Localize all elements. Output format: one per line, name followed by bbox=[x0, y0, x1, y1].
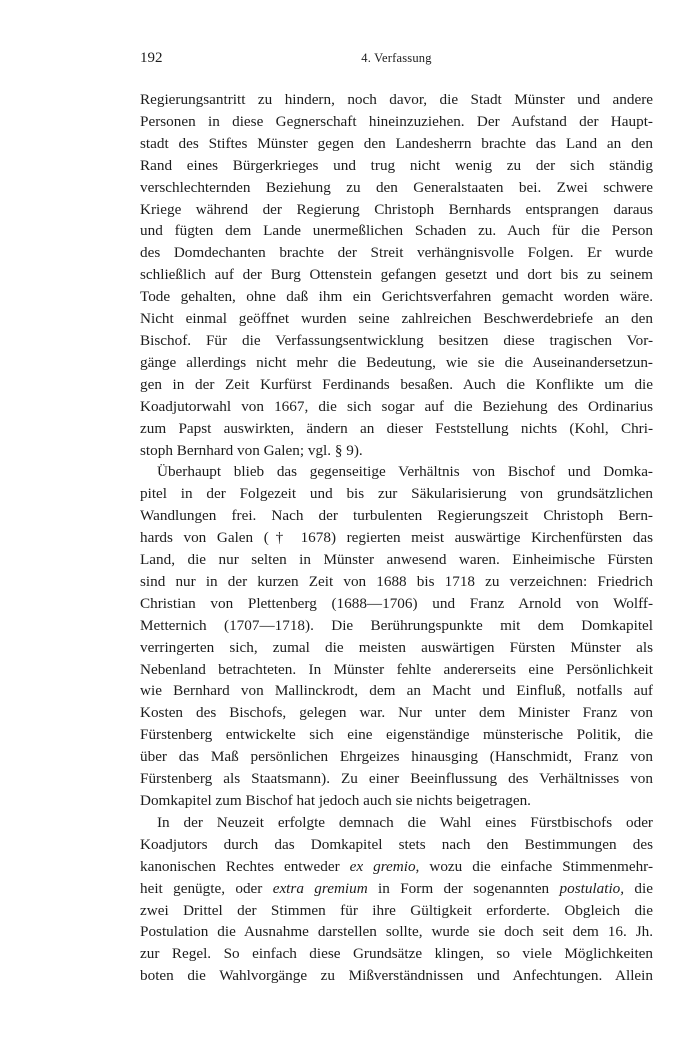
text-line: über das Maß persönlichen Ehrgeizes hinausging (Hanschmidt, Franz von bbox=[140, 748, 653, 766]
text-line: des Domdechanten brachte der Streit verhängnisvolle Folgen. Er wurde bbox=[140, 244, 653, 262]
italic-term: ex gremio, bbox=[349, 857, 420, 875]
text-line: Land, die nur selten in Münster anwesend waren. Einheimische Fürsten bbox=[140, 551, 653, 569]
text-line: Fürstenberg als Staatsmann). Zu einer Beeinflussung des Verhältnisses von bbox=[140, 770, 653, 788]
page-header bbox=[140, 50, 653, 72]
text-line: Bischof. Für die Verfassungsentwicklung besitzen diese tragischen Vor- bbox=[140, 331, 653, 349]
text-line: zwei Drittel der Stimmen für ihre Gültigkeit erforderte. Obgleich die bbox=[140, 901, 653, 919]
text-segment: wozu die einfache Stimmenmehr- bbox=[419, 857, 653, 875]
text-line: zum Papst auswirkten, ändern an dieser Feststellung nichts (Kohl, Chri- bbox=[140, 419, 653, 437]
text-line: Personen in diese Gegnerschaft hineinzuziehen. Der Aufstand der Haupt- bbox=[140, 112, 653, 130]
text-line: Überhaupt blieb das gegenseitige Verhältnis von Bischof und Domka- bbox=[157, 463, 653, 481]
text-line: und fügten dem Lande unermeßlichen Schaden zu. Auch für die Person bbox=[140, 222, 653, 240]
text-segment: in Form der sogenannten bbox=[367, 879, 560, 897]
paragraph bbox=[140, 461, 653, 812]
text-segment: heit genügte, oder bbox=[140, 879, 273, 897]
text-line: pitel in der Folgezeit und bis zur Säkularisierung von grundsätzlichen bbox=[140, 485, 653, 503]
text-line: boten die Wahlvorgänge zu Mißverständnissen und Anfechtungen. Allein bbox=[140, 967, 653, 985]
text-line: verschlechternden Beziehung zu den Generalstaaten bei. Zwei schwere bbox=[140, 178, 653, 196]
paragraph bbox=[140, 89, 653, 461]
text-line: Regierungsantritt zu hindern, noch davor, die Stadt Münster und andere bbox=[140, 91, 653, 108]
text-line: gänge allerdings nicht mehr die Bedeutung, wie sie die Auseinandersetzun- bbox=[140, 353, 653, 371]
text-line: Kosten des Bischofs, gelegen war. Nur unter dem Minister Franz von bbox=[140, 704, 653, 722]
text-line: Wandlungen frei. Nach der turbulenten Regierungszeit Christoph Bern- bbox=[140, 507, 653, 525]
text-line: Domkapitel zum Bischof hat jedoch auch sie nichts beigetragen. bbox=[140, 792, 531, 809]
text-line: In der Neuzeit erfolgte demnach die Wahl eines Fürstbischofs oder bbox=[157, 813, 653, 831]
text-line: sind nur in der kurzen Zeit von 1688 bis 1718 zu verzeichnen: Friedrich bbox=[140, 572, 653, 590]
text-line: gen in der Zeit Kurfürst Ferdinands besaßen. Auch die Konflikte um die bbox=[140, 375, 653, 393]
body-text bbox=[140, 89, 653, 987]
text-line: stadt des Stiftes Münster gegen den Landesherrn brachte das Land an den bbox=[140, 134, 653, 152]
running-head: 4. Verfassung bbox=[361, 51, 432, 65]
text-line: Koadjutors durch das Domkapitel stets nach den Bestimmungen des bbox=[140, 835, 653, 853]
text-line: Nicht einmal geöffnet wurden seine zahlreichen Beschwerdebriefe an den bbox=[140, 310, 653, 328]
text-line: Metternich (1707—1718). Die Berührungspunkte mit dem Domkapitel bbox=[140, 616, 653, 634]
text-line: verringerten sich, zumal die meisten auswärtigen Fürsten Münster als bbox=[140, 638, 653, 656]
text-line: stoph Bernhard von Galen; vgl. § 9). bbox=[140, 441, 363, 459]
text-line: wie Bernhard von Mallinckrodt, dem an Macht und Einfluß, notfalls auf bbox=[140, 682, 653, 700]
text-line: Koadjutorwahl von 1667, die sich sogar auf die Beziehung des Ordinarius bbox=[140, 397, 653, 415]
text-line bbox=[140, 878, 653, 900]
text-line: zur Regel. So einfach diese Grundsätze klingen, so viele Möglichkeiten bbox=[140, 945, 653, 963]
text-line: Tode gehalten, ohne daß ihm ein Gerichtsverfahren gemacht worden wäre. bbox=[140, 288, 653, 306]
text-line: Christian von Plettenberg (1688—1706) und Franz Arnold von Wolff- bbox=[140, 594, 653, 612]
text-line: hards von Galen († 1678) regierten meist auswärtige Kirchenfürsten das bbox=[140, 529, 653, 547]
text-line: Nebenland betrachteten. In Münster fehlte andererseits eine Persönlichkeit bbox=[140, 660, 653, 678]
page-number: 192 bbox=[140, 50, 163, 66]
italic-term: postulatio, bbox=[559, 879, 625, 897]
text-line: schließlich auf der Burg Ottenstein gefangen gesetzt und dort bis zu seinem bbox=[140, 266, 653, 284]
text-line: Rand eines Bürgerkrieges und trug nicht wenig zu der sich ständig bbox=[140, 156, 653, 174]
text-line: Postulation die Ausnahme darstellen sollte, wurde sie doch seit dem 16. Jh. bbox=[140, 923, 653, 941]
text-line bbox=[140, 856, 653, 878]
text-line: Fürstenberg entwickelte sich eine eigenständige münsterische Politik, die bbox=[140, 726, 653, 744]
text-segment: die bbox=[624, 879, 653, 897]
text-line: Kriege während der Regierung Christoph Bernhards entsprangen daraus bbox=[140, 200, 653, 218]
italic-term: extra gremium bbox=[272, 879, 368, 897]
text-segment: kanonischen Rechtes entweder bbox=[140, 857, 350, 875]
paragraph bbox=[140, 812, 653, 987]
